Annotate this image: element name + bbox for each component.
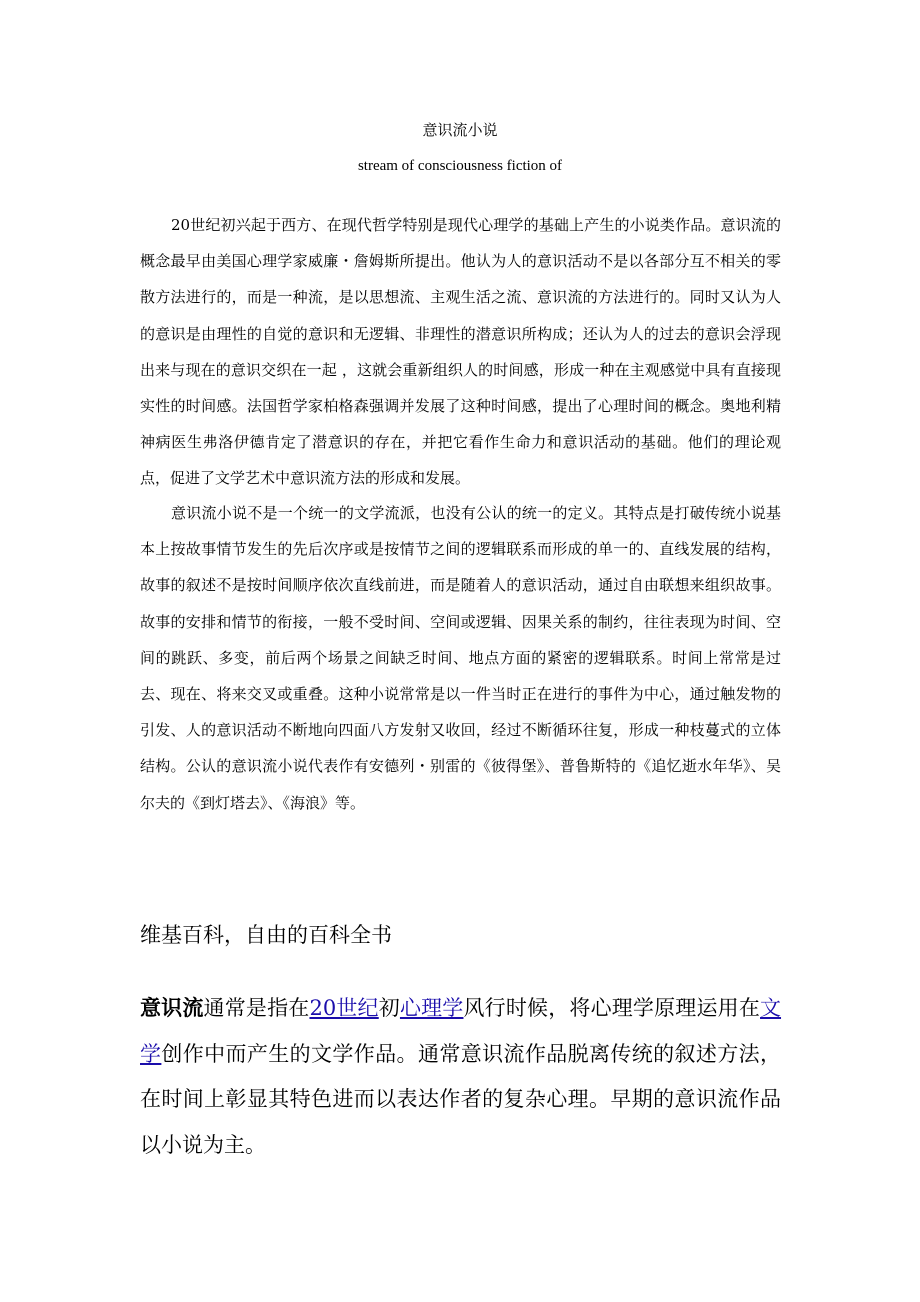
wiki-paragraph bbox=[140, 985, 781, 1168]
body-paragraph-1-block bbox=[140, 207, 781, 497]
link-literature[interactable]: 文学 bbox=[140, 996, 782, 1066]
link-psychology[interactable]: 心理学 bbox=[399, 996, 464, 1020]
wiki-text-segment: 初 bbox=[378, 996, 400, 1020]
document-title: 意识流小说 bbox=[422, 121, 498, 139]
link-20th-century[interactable]: 20世纪 bbox=[309, 996, 379, 1020]
wiki-text-segment: 风行时候，将心理学原理运用在 bbox=[463, 996, 761, 1020]
body-paragraph-2-block bbox=[140, 495, 781, 821]
wiki-text-segment: 创作中而产生的文学作品。通常意识流作品脱离传统的叙述方法，在时间上彰显其特色进而以表达作者的复杂心理。早期的意识流作品以小说为主。 bbox=[140, 1041, 782, 1157]
wiki-heading: 维基百科，自由的百科全书 bbox=[140, 923, 392, 947]
wiki-term: 意识流 bbox=[140, 995, 204, 1020]
body-paragraph: 20世纪初兴起于西方、在现代哲学特别是现代心理学的基础上产生的小说类作品。意识流的概念最早由美国心理学家威廉・詹姆斯所提出。他认为人的意识活动不是以各部分互不相关的零散方法进行的，而是一种流，是以思想流、主观生活之流、意识流的方法进行的。同时又认为人的意识是由理性的自觉的意识和无逻辑、非理性的潜意识所构成；还认为人的过去的意识会浮现出来与现在的意识交织在一起 ，这就会重新组织人的时间感，形成一种在主观感觉中具有直接现实性的时间感。法国哲学家柏格森强调并发展了这种时间感，提出了心理时间的概念。奥地利精神病医生弗洛伊德肯定了潜意识的存在，并把它看作生命力和意识活动的基础。他们的理论观点，促进了文学艺术中意识流方法的形成和发展。 bbox=[140, 216, 781, 488]
body-paragraph: 意识流小说不是一个统一的文学流派，也没有公认的统一的定义。其特点是打破传统小说基本上按故事情节发生的先后次序或是按情节之间的逻辑联系而形成的单一的、直线发展的结构，故事的叙述不是按时间顺序依次直线前进，而是随着人的意识活动，通过自由联想来组织故事。故事的安排和情节的衔接，一般不受时间、空间或逻辑、因果关系的制约，往往表现为时间、空间的跳跃、多变，前后两个场景之间缺乏时间、地点方面的紧密的逻辑联系。时间上常常是过去、现在、将来交叉或重叠。这种小说常常是以一件当时正在进行的事件为中心，通过触发物的引发、人的意识活动不断地向四面八方发射又收回，经过不断循环往复，形成一种枝蔓式的立体结构。公认的意识流小说代表作有安德列・别雷的《彼得堡》、普鲁斯特的《追忆逝水年华》、吴尔夫的《到灯塔去》、《海浪》等。 bbox=[140, 504, 781, 812]
document-subtitle: stream of consciousness fiction of bbox=[357, 158, 563, 174]
wiki-text-segment: 通常是指在 bbox=[203, 996, 310, 1020]
